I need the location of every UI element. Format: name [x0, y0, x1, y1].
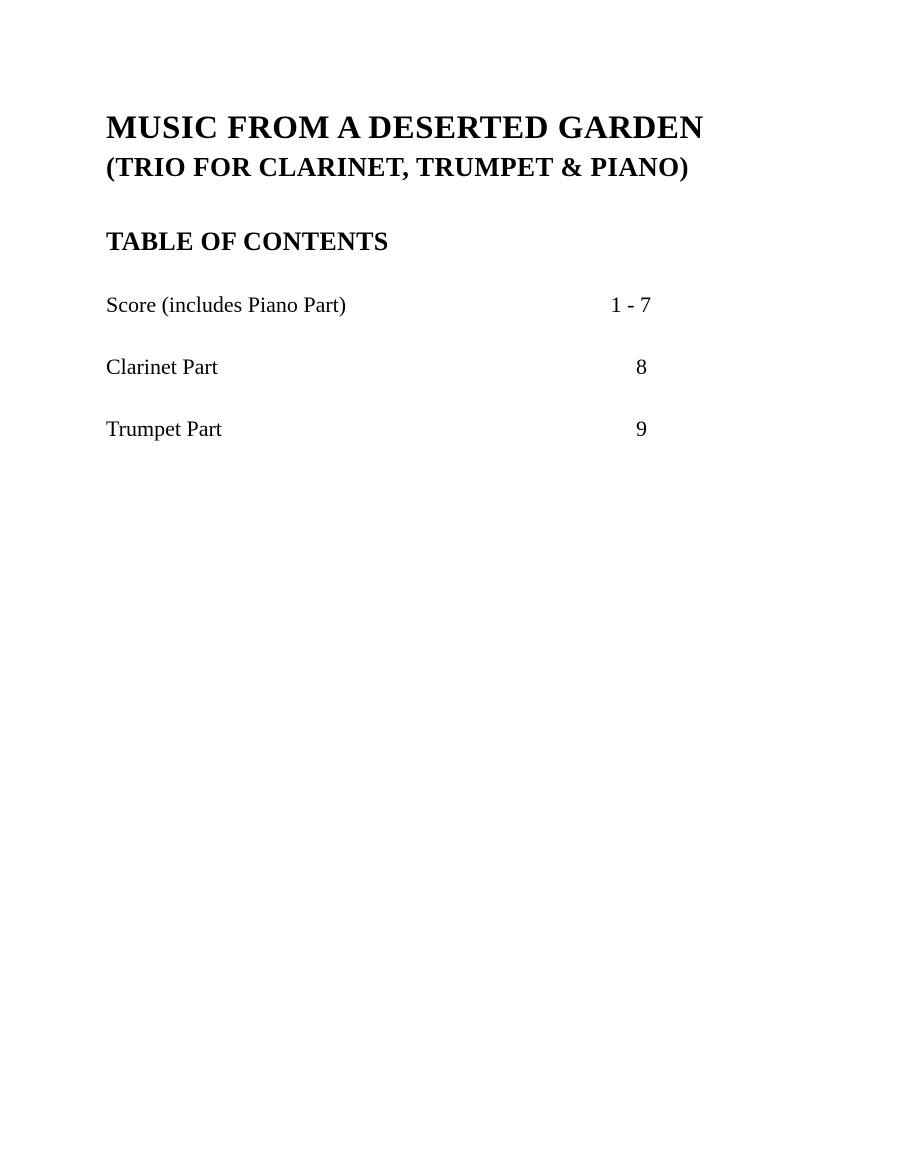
toc-list [106, 292, 651, 478]
toc-entry-page: 9 [636, 416, 647, 441]
toc-entry [106, 354, 651, 416]
toc-entry [106, 416, 651, 478]
document-title: MUSIC FROM A DESERTED GARDEN [106, 110, 704, 146]
toc-entry-page: 1 - 7 [610, 292, 651, 317]
toc-entry-page: 8 [636, 354, 647, 379]
document-subtitle: (TRIO FOR CLARINET, TRUMPET & PIANO) [106, 152, 689, 182]
toc-entry [106, 292, 651, 354]
toc-entry-label: Trumpet Part [106, 416, 222, 441]
toc-entry-label: Score (includes Piano Part) [106, 292, 347, 317]
toc-heading: TABLE OF CONTENTS [106, 227, 389, 256]
toc-entry-label: Clarinet Part [106, 354, 218, 379]
